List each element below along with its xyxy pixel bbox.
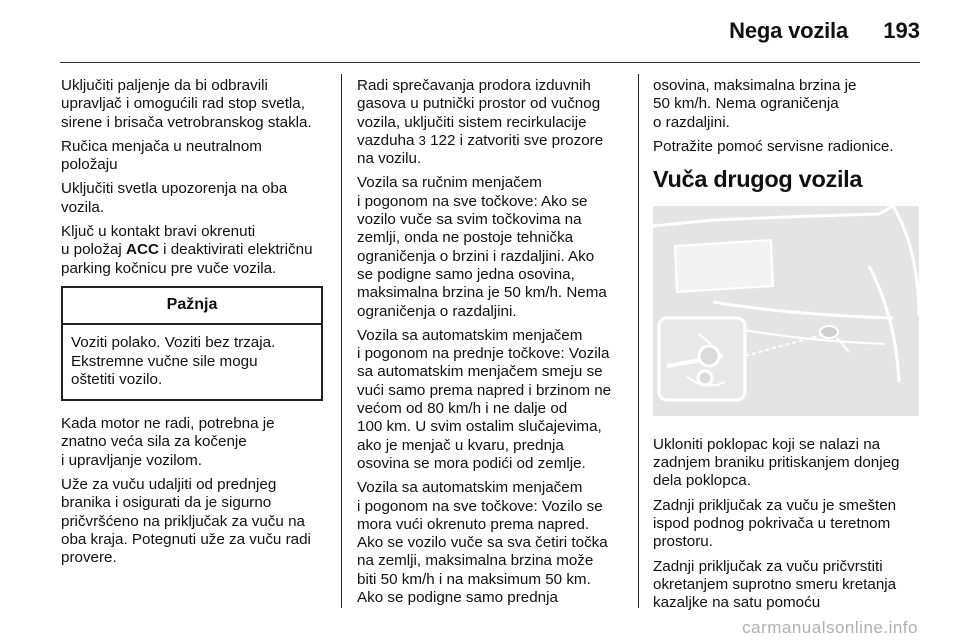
chapter-title: Nega vozila: [729, 18, 848, 43]
paragraph-recirculation: [357, 77, 627, 168]
warning-title: Pažnja: [63, 288, 321, 325]
paragraph-automatic-fwd: Vozila sa automatskim menjačem i pogonom na prednje točkove: Vozila sa automatskim menjačem smeju se vući samo prema napred i brzinom ne većom od 80 km/h i ne dalje od 100 km. U svim ostalim slučajevima, ako je menjač u kvaru, prednja osovina se mora podići od zemlje.: [357, 326, 612, 472]
paragraph-eye-location: Zadnji priključak za vuču je smešten ispod podnog pokrivača u teretnom prostoru.: [653, 496, 897, 551]
page-number: 193: [883, 18, 920, 43]
section-heading: Vuča drugog vozila: [653, 166, 863, 193]
paragraph-manual-awd: Vozila sa ručnim menjačem i pogonom na sve točkove: Ako se vozilo vuče sa svim točkovima na zemlji, onda ne postoje tehnička ograničenja o brzini i razdaljini. Ako se podigne samo jedna osovina, maksimalna brzina je 50 km/h. Nema ograničenja o razdaljini.: [357, 174, 607, 320]
paragraph-recirculation-text-2: 122 i zatvoriti sve prozore na vozilu.: [357, 131, 604, 168]
paragraph-axle-continued: osovina, maksimalna brzina je 50 km/h. Nema ograničenja o razdaljini.: [653, 77, 857, 131]
rear-towing-eye-illustration: [653, 206, 919, 416]
column-divider-2: [638, 74, 639, 608]
paragraph-hazard-lights: Uključiti svetla upozorenja na oba vozila.: [61, 180, 288, 216]
paragraph-remove-cover: Ukloniti poklopac koji se nalazi na zadnjem braniku pritiskanjem donjeg dela poklopca.: [653, 435, 900, 490]
paragraph-service: Potražite pomoć servisne radionice.: [653, 137, 894, 155]
acc-label: ACC: [126, 241, 159, 259]
warning-box: [61, 286, 323, 401]
column-1: [61, 77, 327, 574]
header-rule: [60, 62, 920, 63]
paragraph-key-position: [61, 223, 327, 278]
paragraph-tow-rope: Uže za vuču udaljiti od prednjeg branika i osigurati da je sigurno pričvršćeno na priključak za vuču na oba kraja. Potegnuti uže za vuču radi provere.: [61, 476, 311, 567]
paragraph-key-text-1: Ključ u kontakt bravi okrenuti u položaj: [61, 223, 256, 259]
paragraph-recirculation-text-1: Radi sprečavanja prodora izduvnih gasova u putnički prostor od vučnog vozila, uključiti sistem recirkulacije vazduha: [357, 77, 601, 149]
paragraph-key-text-2: i deaktivirati električnu parking kočnicu pre vuče vozila.: [61, 241, 313, 277]
paragraph-gear-lever: Ručica menjača u neutralnom položaju: [61, 137, 262, 174]
column-3: [653, 77, 925, 618]
paragraph-eye-mounting: Zadnji priključak za vuču pričvrstiti okretanjem suprotno smeru kretanja kazaljke na satu pomoću: [653, 557, 897, 612]
page-reference-arrow-icon: 3: [418, 132, 426, 148]
paragraph-ignition: Uključiti paljenje da bi odbravili upravljač i omogućili rad stop svetla, sirene i brisača vetrobranskog stakla.: [61, 77, 312, 131]
page-header: [0, 14, 960, 50]
column-2: [357, 77, 627, 613]
watermark: carmanualsonline.info: [742, 618, 918, 637]
paragraph-automatic-awd: Vozila sa automatskim menjačem i pogonom na sve točkove: Vozilo se mora vući okrenuto prema napred. Ako se vozilo vuče sa sva četiri točka na zemlji, maksimalna brzina može biti 50 km/h i na maksimum 50 km. Ako se podigne samo prednja: [357, 479, 608, 607]
column-divider-1: [341, 74, 342, 608]
paragraph-engine-off: Kada motor ne radi, potrebna je znatno veća sila za kočenje i upravljanje vozilom.: [61, 415, 275, 469]
warning-text: Voziti polako. Voziti bez trzaja. Ekstremne vučne sile mogu oštetiti vozilo.: [71, 334, 276, 388]
